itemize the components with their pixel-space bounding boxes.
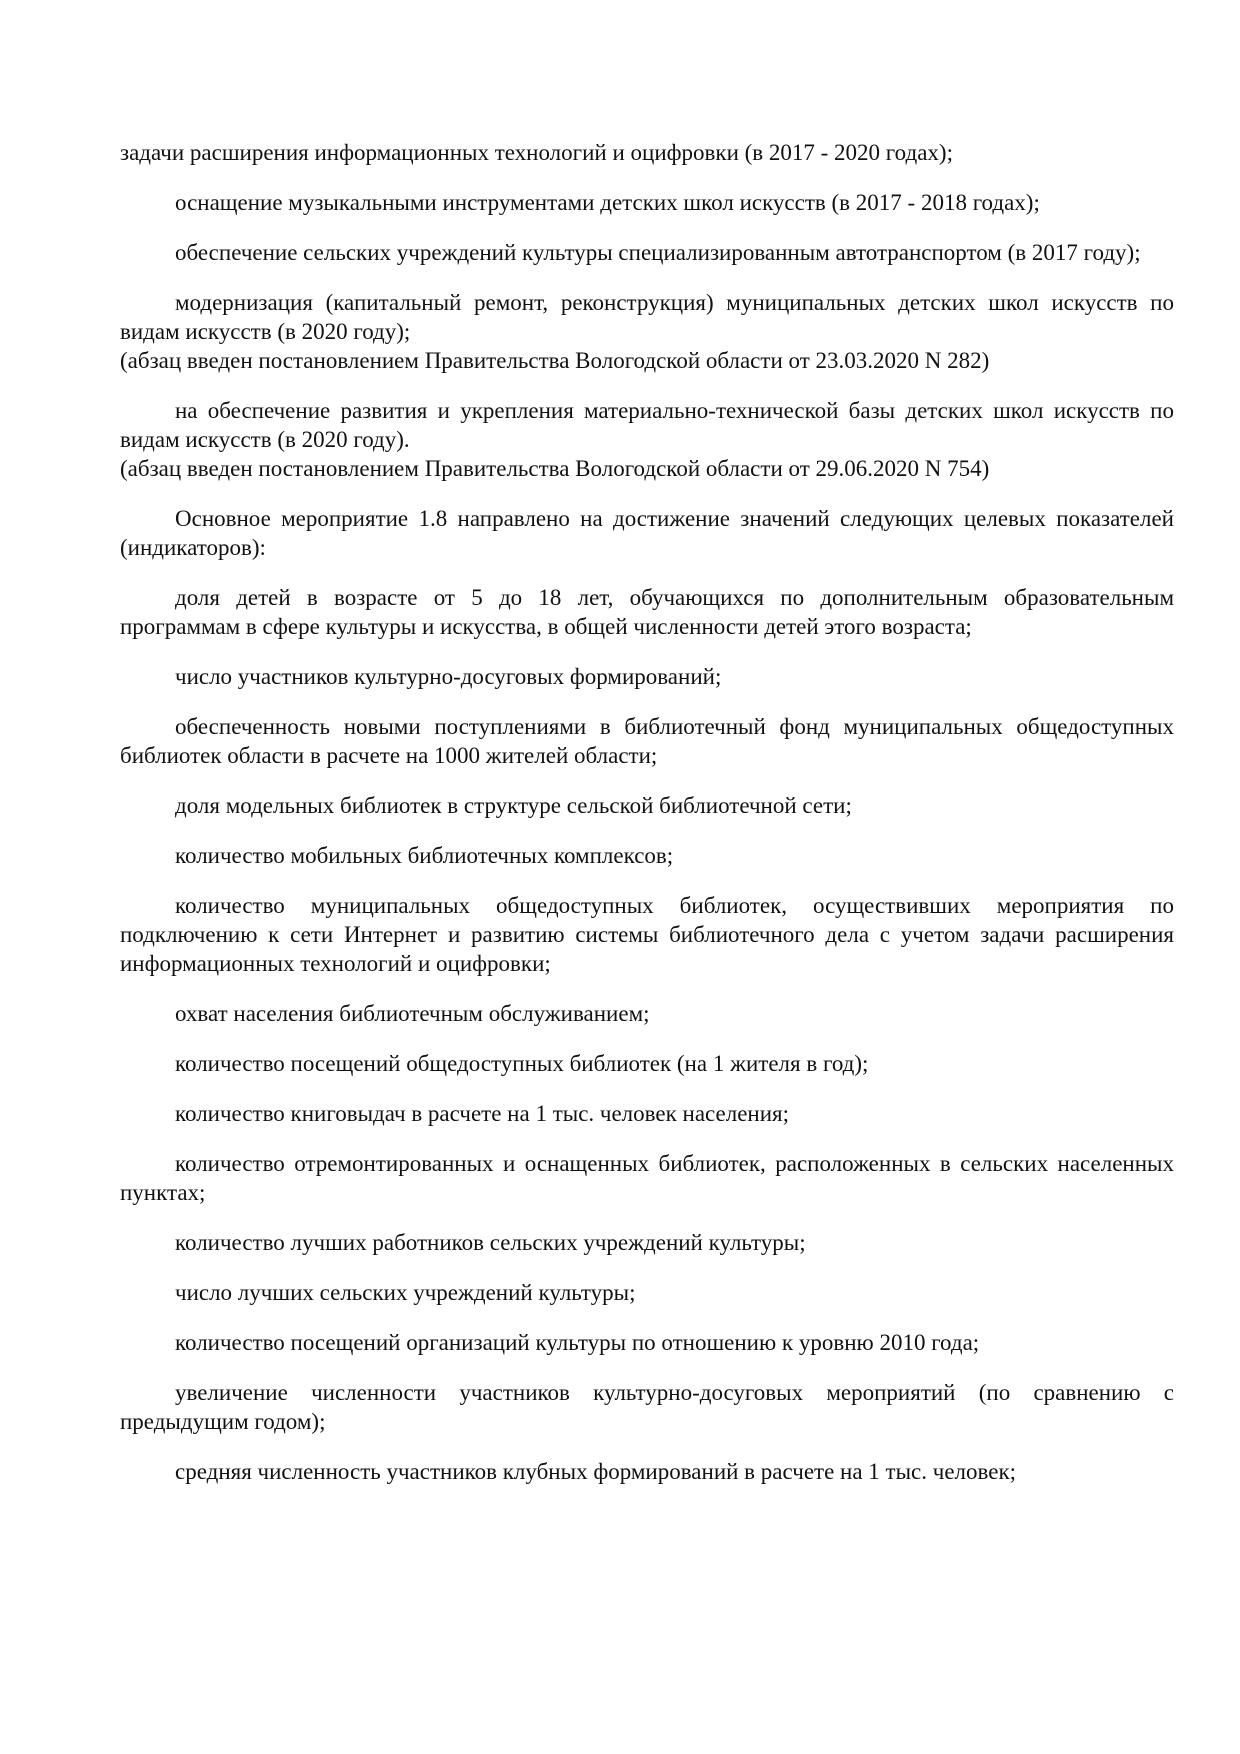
paragraph: количество мобильных библиотечных комплексов;	[175, 843, 674, 868]
paragraph: доля модельных библиотек в структуре сельской библиотечной сети;	[175, 793, 852, 818]
paragraph: модернизация (капитальный ремонт, реконструкция) муниципальных детских школ искусств по видам искусств (в 2020 году); (абзац введен постановлением Правительства Вологодской области от 23.03.2020 N 282)	[120, 290, 1174, 373]
paragraph: количество лучших работников сельских учреждений культуры;	[175, 1230, 806, 1255]
paragraph: количество отремонтированных и оснащенных библиотек, расположенных в сельских населенных пунктах;	[120, 1151, 1174, 1205]
paragraph: число участников культурно-досуговых формирований;	[175, 664, 722, 689]
paragraph: задачи расширения информационных технологий и оцифровки (в 2017 - 2020 годах);	[120, 140, 953, 165]
paragraph: охват населения библиотечным обслуживанием;	[175, 1001, 650, 1026]
paragraph: оснащение музыкальными инструментами детских школ искусств (в 2017 - 2018 годах);	[175, 190, 1040, 215]
paragraph: увеличение численности участников культурно-досуговых мероприятий (по сравнению с предыдущим годом);	[120, 1380, 1174, 1434]
paragraph: количество книговыдач в расчете на 1 тыс. человек населения;	[175, 1101, 790, 1126]
paragraph: доля детей в возрасте от 5 до 18 лет, обучающихся по дополнительным образовательным программам в сфере культуры и искусства, в общей численности детей этого возраста;	[120, 585, 1174, 639]
document-page	[120, 138, 1174, 1507]
paragraph: количество муниципальных общедоступных библиотек, осуществивших мероприятия по подключению к сети Интернет и развитию системы библиотечного дела с учетом задачи расширения информационных технологий и оцифровки;	[120, 893, 1174, 976]
amendment-note: (абзац введен постановлением Правительства Вологодской области от 29.06.2020 N 754)	[120, 456, 990, 481]
paragraph: количество посещений организаций культуры по отношению к уровню 2010 года;	[175, 1330, 980, 1355]
paragraph: обеспеченность новыми поступлениями в библиотечный фонд муниципальных общедоступных библиотек области в расчете на 1000 жителей области;	[120, 714, 1174, 768]
paragraph: на обеспечение развития и укрепления материально-технической базы детских школ искусств по видам искусств (в 2020 году). (абзац введен постановлением Правительства Вологодской области от 29.06.2020 N 754)	[120, 398, 1174, 481]
paragraph: обеспечение сельских учреждений культуры специализированным автотранспортом (в 2017 году);	[175, 240, 1141, 265]
paragraph: Основное мероприятие 1.8 направлено на достижение значений следующих целевых показателей (индикаторов):	[120, 506, 1174, 560]
amendment-note: (абзац введен постановлением Правительства Вологодской области от 23.03.2020 N 282)	[120, 348, 990, 373]
paragraph: средняя численность участников клубных формирований в расчете на 1 тыс. человек;	[175, 1459, 1017, 1484]
paragraph: число лучших сельских учреждений культуры;	[175, 1280, 636, 1305]
paragraph: количество посещений общедоступных библиотек (на 1 жителя в год);	[175, 1051, 869, 1076]
